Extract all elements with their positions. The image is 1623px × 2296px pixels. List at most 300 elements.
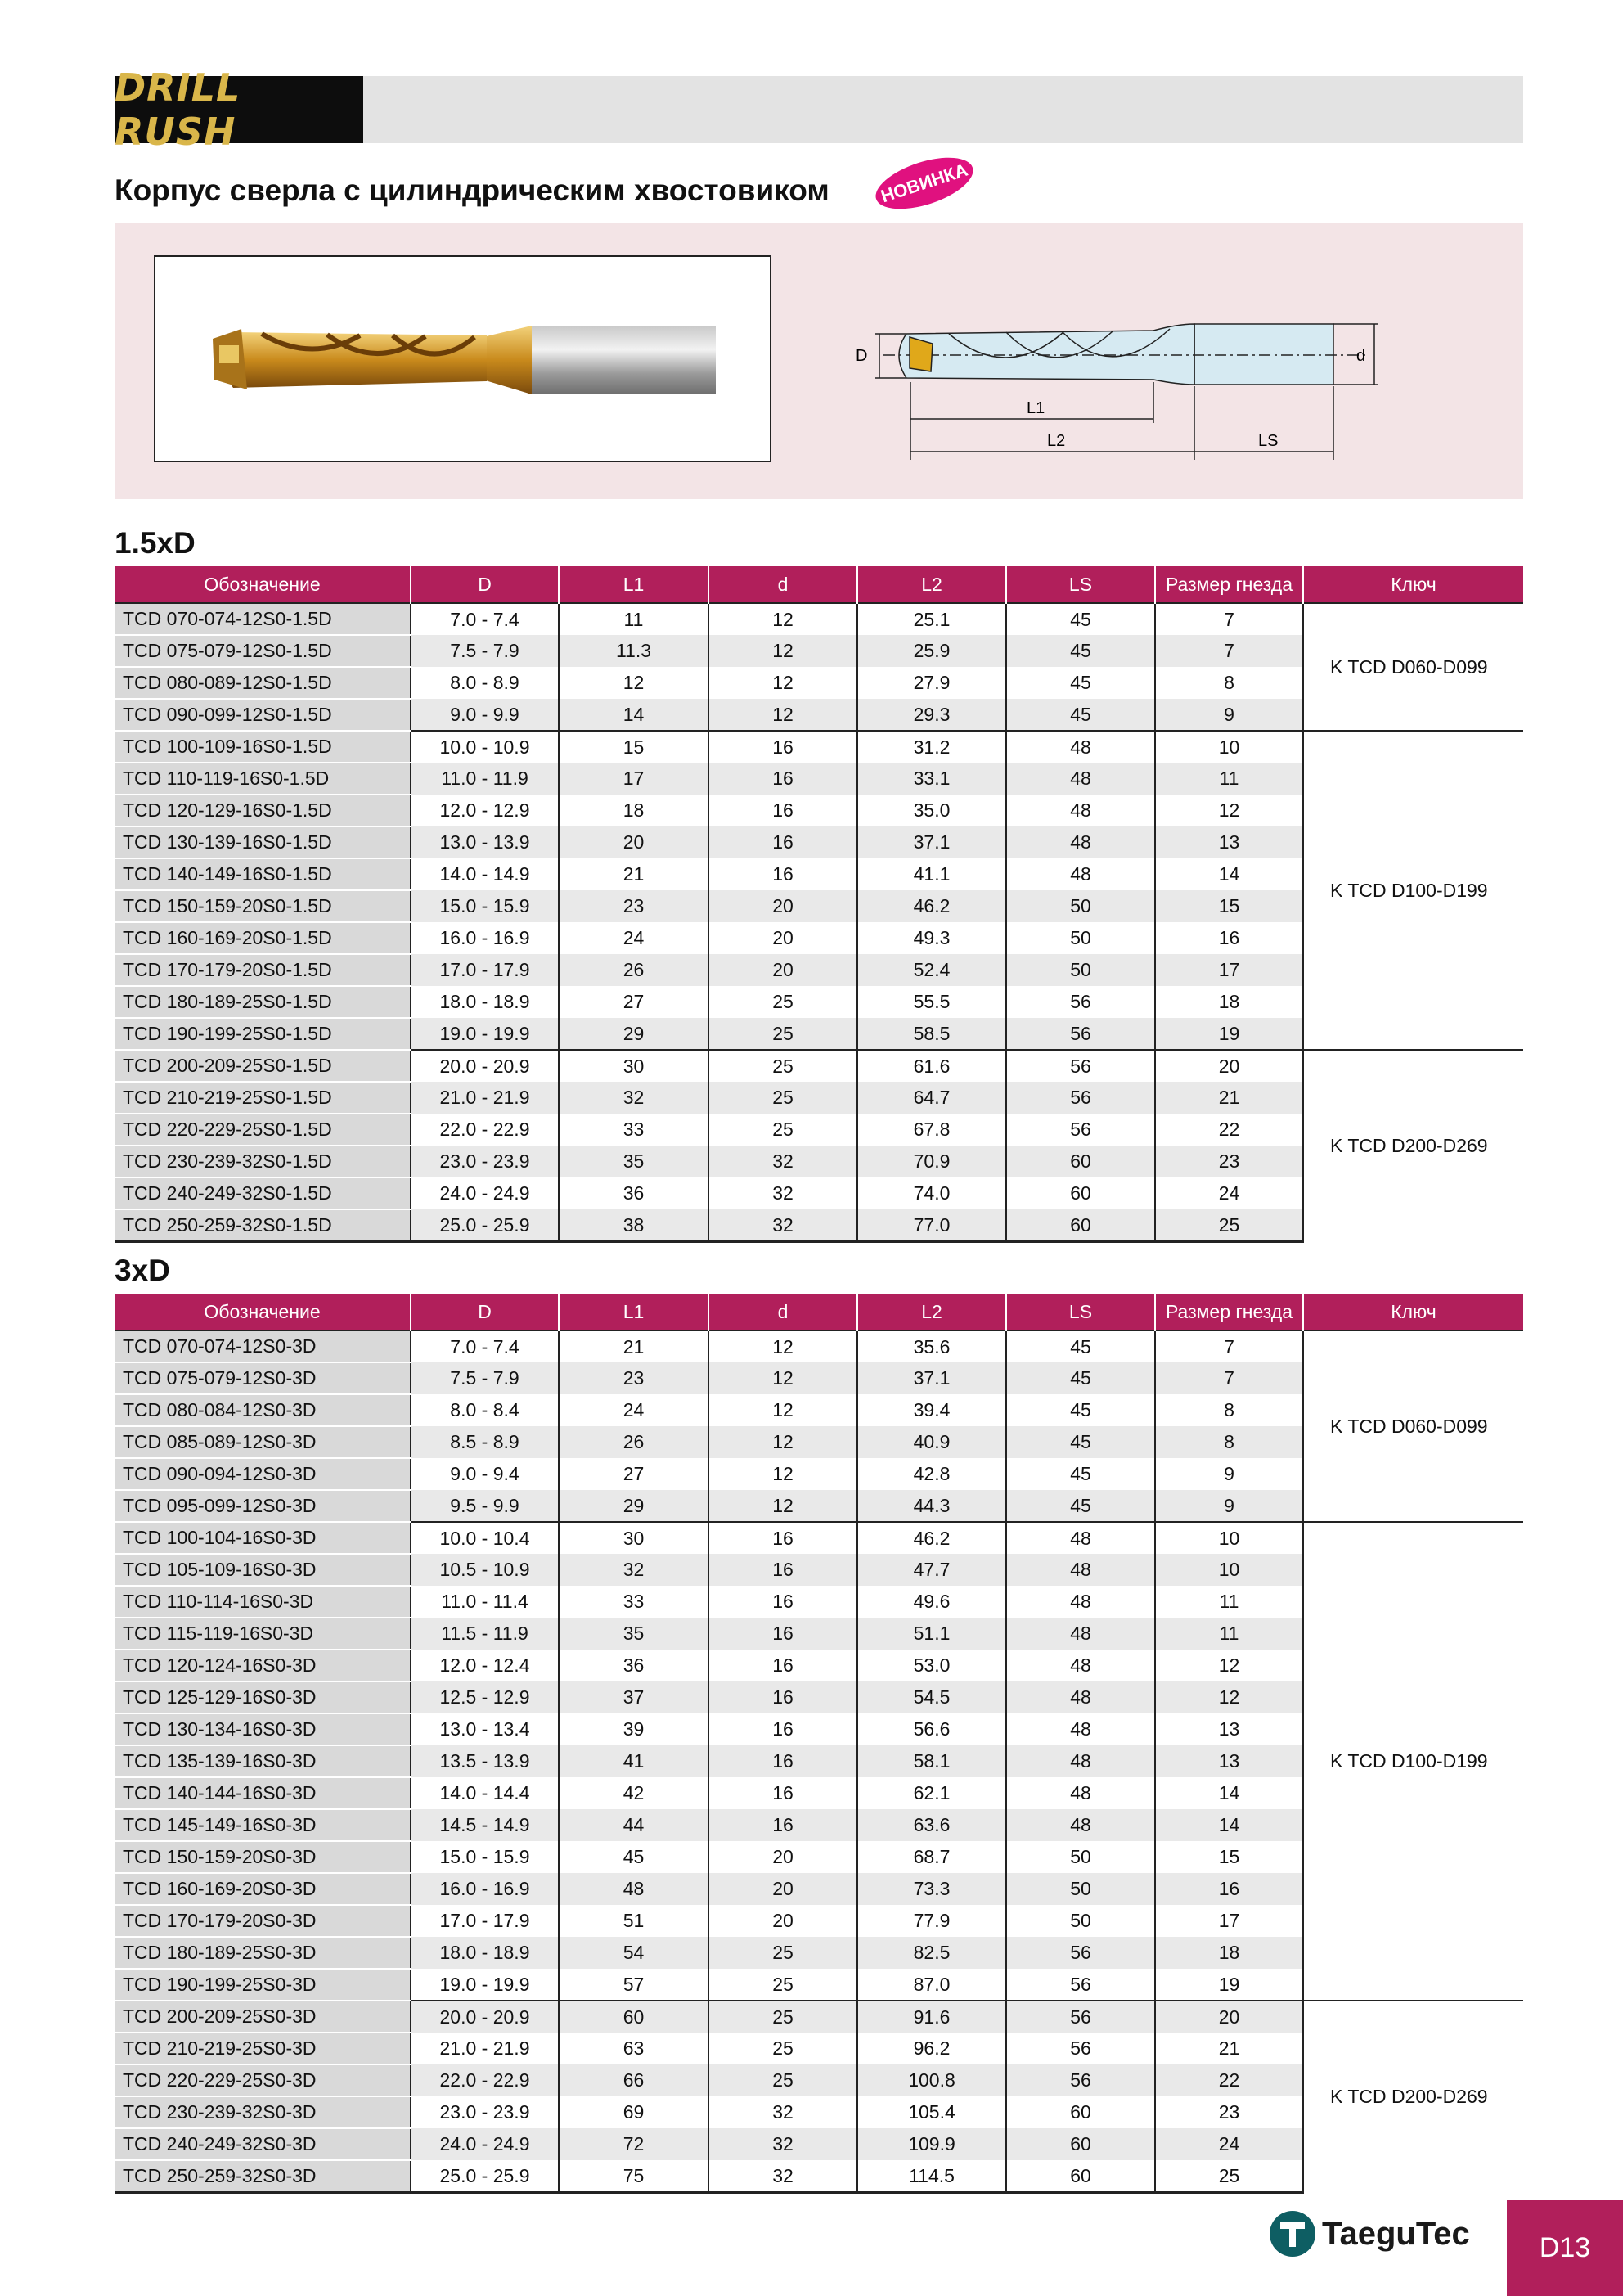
value-cell: 57	[559, 1969, 708, 2001]
value-cell: 20.0 - 20.9	[411, 1050, 559, 1082]
value-cell: 48	[1006, 1713, 1155, 1745]
value-cell: 15.0 - 15.9	[411, 1841, 559, 1873]
col-header: Ключ	[1303, 566, 1523, 603]
value-cell: 16	[708, 795, 857, 826]
value-cell: 48	[1006, 1745, 1155, 1777]
value-cell: 48	[1006, 1522, 1155, 1554]
value-cell: 11.0 - 11.9	[411, 763, 559, 795]
value-cell: 48	[1006, 1681, 1155, 1713]
designation-cell: TCD 240-249-32S0-3D	[115, 2128, 411, 2160]
value-cell: 16	[708, 731, 857, 763]
value-cell: 15	[559, 731, 708, 763]
designation-cell: TCD 095-099-12S0-3D	[115, 1490, 411, 1522]
value-cell: 13	[1155, 1713, 1303, 1745]
designation-cell: TCD 170-179-20S0-3D	[115, 1905, 411, 1937]
table-row	[115, 1050, 1523, 1082]
value-cell: 39	[559, 1713, 708, 1745]
value-cell: 16	[708, 1777, 857, 1809]
value-cell: 50	[1006, 1841, 1155, 1873]
label-L1: L1	[1027, 399, 1045, 417]
value-cell: 39.4	[857, 1394, 1006, 1426]
value-cell: 91.6	[857, 2001, 1006, 2033]
section-title-1-5xd: 1.5xD	[115, 526, 196, 560]
designation-cell: TCD 170-179-20S0-1.5D	[115, 954, 411, 986]
value-cell: 25	[1155, 1209, 1303, 1242]
value-cell: 87.0	[857, 1969, 1006, 2001]
value-cell: 10	[1155, 1522, 1303, 1554]
value-cell: 23	[559, 1362, 708, 1394]
value-cell: 46.2	[857, 890, 1006, 922]
value-cell: 21	[559, 858, 708, 890]
designation-cell: TCD 085-089-12S0-3D	[115, 1426, 411, 1458]
designation-cell: TCD 180-189-25S0-1.5D	[115, 986, 411, 1018]
value-cell: 12	[708, 1394, 857, 1426]
value-cell: 49.3	[857, 922, 1006, 954]
value-cell: 12.0 - 12.9	[411, 795, 559, 826]
designation-cell: TCD 075-079-12S0-1.5D	[115, 635, 411, 667]
value-cell: 12	[708, 699, 857, 731]
designation-cell: TCD 250-259-32S0-1.5D	[115, 1209, 411, 1242]
value-cell: 35	[559, 1618, 708, 1650]
drill-schematic	[843, 304, 1399, 464]
col-header: LS	[1006, 566, 1155, 603]
value-cell: 35	[559, 1146, 708, 1177]
value-cell: 36	[559, 1650, 708, 1681]
new-badge: НОВИНКА	[870, 147, 979, 219]
value-cell: 46.2	[857, 1522, 1006, 1554]
value-cell: 16	[708, 1554, 857, 1586]
value-cell: 14	[1155, 858, 1303, 890]
value-cell: 22	[1155, 2064, 1303, 2096]
value-cell: 44	[559, 1809, 708, 1841]
value-cell: 51.1	[857, 1618, 1006, 1650]
designation-cell: TCD 100-104-16S0-3D	[115, 1522, 411, 1554]
designation-cell: TCD 115-119-16S0-3D	[115, 1618, 411, 1650]
value-cell: 12	[708, 1490, 857, 1522]
value-cell: 23.0 - 23.9	[411, 2096, 559, 2128]
value-cell: 56	[1006, 2033, 1155, 2064]
value-cell: 16	[708, 1522, 857, 1554]
designation-cell: TCD 190-199-25S0-3D	[115, 1969, 411, 2001]
value-cell: 16	[708, 858, 857, 890]
designation-cell: TCD 145-149-16S0-3D	[115, 1809, 411, 1841]
designation-cell: TCD 250-259-32S0-3D	[115, 2160, 411, 2193]
value-cell: 10.0 - 10.4	[411, 1522, 559, 1554]
value-cell: 21	[1155, 2033, 1303, 2064]
value-cell: 48	[1006, 795, 1155, 826]
value-cell: 60	[1006, 2096, 1155, 2128]
value-cell: 9.0 - 9.9	[411, 699, 559, 731]
value-cell: 12.0 - 12.4	[411, 1650, 559, 1681]
value-cell: 11.0 - 11.4	[411, 1586, 559, 1618]
value-cell: 24.0 - 24.9	[411, 2128, 559, 2160]
col-header: L2	[857, 566, 1006, 603]
value-cell: 16	[708, 826, 857, 858]
designation-cell: TCD 160-169-20S0-3D	[115, 1873, 411, 1905]
value-cell: 37	[559, 1681, 708, 1713]
brand-logo	[115, 65, 363, 154]
value-cell: 7	[1155, 603, 1303, 635]
value-cell: 25	[708, 1114, 857, 1146]
taegutec-logo-icon	[1270, 2211, 1315, 2257]
value-cell: 25	[708, 1082, 857, 1114]
value-cell: 24	[1155, 1177, 1303, 1209]
value-cell: 20	[708, 954, 857, 986]
value-cell: 20	[708, 1841, 857, 1873]
value-cell: 11	[559, 603, 708, 635]
col-header: LS	[1006, 1294, 1155, 1330]
value-cell: 21.0 - 21.9	[411, 1082, 559, 1114]
value-cell: 36	[559, 1177, 708, 1209]
value-cell: 56	[1006, 2064, 1155, 2096]
value-cell: 55.5	[857, 986, 1006, 1018]
value-cell: 96.2	[857, 2033, 1006, 2064]
label-D: D	[856, 347, 868, 365]
value-cell: 20.0 - 20.9	[411, 2001, 559, 2033]
value-cell: 77.0	[857, 1209, 1006, 1242]
designation-cell: TCD 105-109-16S0-3D	[115, 1554, 411, 1586]
value-cell: 48	[1006, 826, 1155, 858]
value-cell: 45	[1006, 1426, 1155, 1458]
value-cell: 33.1	[857, 763, 1006, 795]
value-cell: 30	[559, 1050, 708, 1082]
value-cell: 25.9	[857, 635, 1006, 667]
value-cell: 9	[1155, 1490, 1303, 1522]
value-cell: 7	[1155, 1362, 1303, 1394]
value-cell: 47.7	[857, 1554, 1006, 1586]
designation-cell: TCD 150-159-20S0-3D	[115, 1841, 411, 1873]
value-cell: 10.0 - 10.9	[411, 731, 559, 763]
value-cell: 15	[1155, 890, 1303, 922]
value-cell: 48	[1006, 1650, 1155, 1681]
value-cell: 12	[708, 1458, 857, 1490]
designation-cell: TCD 135-139-16S0-3D	[115, 1745, 411, 1777]
value-cell: 8	[1155, 1426, 1303, 1458]
value-cell: 25	[708, 1969, 857, 2001]
value-cell: 7	[1155, 1330, 1303, 1362]
value-cell: 48	[559, 1873, 708, 1905]
value-cell: 30	[559, 1522, 708, 1554]
designation-cell: TCD 070-074-12S0-1.5D	[115, 603, 411, 635]
value-cell: 45	[1006, 1458, 1155, 1490]
value-cell: 58.5	[857, 1018, 1006, 1050]
value-cell: 56	[1006, 1050, 1155, 1082]
value-cell: 16	[708, 1713, 857, 1745]
value-cell: 22.0 - 22.9	[411, 1114, 559, 1146]
designation-cell: TCD 150-159-20S0-1.5D	[115, 890, 411, 922]
value-cell: 48	[1006, 1586, 1155, 1618]
value-cell: 7.0 - 7.4	[411, 603, 559, 635]
value-cell: 48	[1006, 731, 1155, 763]
value-cell: 9	[1155, 699, 1303, 731]
designation-cell: TCD 190-199-25S0-1.5D	[115, 1018, 411, 1050]
designation-cell: TCD 080-084-12S0-3D	[115, 1394, 411, 1426]
value-cell: 56	[1006, 986, 1155, 1018]
value-cell: 13.0 - 13.4	[411, 1713, 559, 1745]
col-header: L1	[559, 1294, 708, 1330]
value-cell: 60	[1006, 2128, 1155, 2160]
value-cell: 20	[708, 1873, 857, 1905]
designation-cell: TCD 140-144-16S0-3D	[115, 1777, 411, 1809]
designation-cell: TCD 090-094-12S0-3D	[115, 1458, 411, 1490]
page-number: D13	[1507, 2200, 1623, 2296]
designation-cell: TCD 200-209-25S0-1.5D	[115, 1050, 411, 1082]
value-cell: 25	[708, 1050, 857, 1082]
value-cell: 12	[1155, 795, 1303, 826]
table-row	[115, 603, 1523, 635]
value-cell: 29	[559, 1490, 708, 1522]
value-cell: 50	[1006, 890, 1155, 922]
value-cell: 60	[1006, 1146, 1155, 1177]
value-cell: 16	[708, 1586, 857, 1618]
value-cell: 77.9	[857, 1905, 1006, 1937]
designation-cell: TCD 140-149-16S0-1.5D	[115, 858, 411, 890]
value-cell: 12	[708, 1330, 857, 1362]
value-cell: 48	[1006, 1618, 1155, 1650]
value-cell: 109.9	[857, 2128, 1006, 2160]
value-cell: 13.5 - 13.9	[411, 1745, 559, 1777]
value-cell: 12	[559, 667, 708, 699]
value-cell: 62.1	[857, 1777, 1006, 1809]
value-cell: 25	[708, 2033, 857, 2064]
value-cell: 114.5	[857, 2160, 1006, 2193]
table-row	[115, 1330, 1523, 1362]
value-cell: 11	[1155, 763, 1303, 795]
value-cell: 45	[1006, 699, 1155, 731]
value-cell: 67.8	[857, 1114, 1006, 1146]
value-cell: 12	[708, 1362, 857, 1394]
drill-photo	[154, 255, 771, 462]
col-header: Ключ	[1303, 1294, 1523, 1330]
value-cell: 56	[1006, 1937, 1155, 1969]
value-cell: 17	[1155, 1905, 1303, 1937]
value-cell: 9	[1155, 1458, 1303, 1490]
value-cell: 26	[559, 1426, 708, 1458]
value-cell: 20	[1155, 2001, 1303, 2033]
value-cell: 18	[1155, 1937, 1303, 1969]
value-cell: 17	[559, 763, 708, 795]
footer-logo	[1270, 2211, 1470, 2257]
value-cell: 23	[1155, 1146, 1303, 1177]
value-cell: 45	[1006, 1362, 1155, 1394]
value-cell: 56	[1006, 1114, 1155, 1146]
value-cell: 11.5 - 11.9	[411, 1618, 559, 1650]
value-cell: 19.0 - 19.9	[411, 1018, 559, 1050]
value-cell: 25	[708, 2001, 857, 2033]
value-cell: 35.0	[857, 795, 1006, 826]
value-cell: 10.5 - 10.9	[411, 1554, 559, 1586]
value-cell: 16	[1155, 922, 1303, 954]
designation-cell: TCD 230-239-32S0-1.5D	[115, 1146, 411, 1177]
drill-schematic-graphic	[843, 304, 1399, 464]
value-cell: 14	[1155, 1809, 1303, 1841]
value-cell: 15	[1155, 1841, 1303, 1873]
value-cell: 75	[559, 2160, 708, 2193]
value-cell: 13	[1155, 826, 1303, 858]
value-cell: 54	[559, 1937, 708, 1969]
col-header: d	[708, 1294, 857, 1330]
value-cell: 18	[559, 795, 708, 826]
value-cell: 63.6	[857, 1809, 1006, 1841]
value-cell: 12	[708, 635, 857, 667]
value-cell: 12.5 - 12.9	[411, 1681, 559, 1713]
col-header: D	[411, 566, 559, 603]
label-d: d	[1356, 347, 1366, 365]
key-cell: K TCD D100-D199	[1303, 731, 1523, 1050]
value-cell: 60	[1006, 1209, 1155, 1242]
table-row	[115, 2001, 1523, 2033]
value-cell: 14	[559, 699, 708, 731]
value-cell: 18.0 - 18.9	[411, 1937, 559, 1969]
value-cell: 17.0 - 17.9	[411, 954, 559, 986]
value-cell: 50	[1006, 1873, 1155, 1905]
designation-cell: TCD 090-099-12S0-1.5D	[115, 699, 411, 731]
drill-photo-graphic	[155, 257, 770, 461]
value-cell: 25.0 - 25.9	[411, 1209, 559, 1242]
value-cell: 53.0	[857, 1650, 1006, 1681]
value-cell: 48	[1006, 1809, 1155, 1841]
value-cell: 45	[1006, 1490, 1155, 1522]
value-cell: 11	[1155, 1586, 1303, 1618]
value-cell: 45	[1006, 667, 1155, 699]
value-cell: 20	[1155, 1050, 1303, 1082]
value-cell: 45	[1006, 603, 1155, 635]
value-cell: 22.0 - 22.9	[411, 2064, 559, 2096]
value-cell: 25.1	[857, 603, 1006, 635]
value-cell: 45	[1006, 1394, 1155, 1426]
value-cell: 18.0 - 18.9	[411, 986, 559, 1018]
key-cell: K TCD D200-D269	[1303, 2001, 1523, 2193]
spec-table-3xd	[115, 1294, 1523, 2194]
value-cell: 50	[1006, 954, 1155, 986]
value-cell: 32	[708, 2160, 857, 2193]
designation-cell: TCD 120-124-16S0-3D	[115, 1650, 411, 1681]
designation-cell: TCD 100-109-16S0-1.5D	[115, 731, 411, 763]
value-cell: 11.3	[559, 635, 708, 667]
footer-brand: TaeguTec	[1322, 2215, 1470, 2252]
value-cell: 16	[708, 1618, 857, 1650]
designation-cell: TCD 110-114-16S0-3D	[115, 1586, 411, 1618]
value-cell: 51	[559, 1905, 708, 1937]
value-cell: 8	[1155, 667, 1303, 699]
value-cell: 50	[1006, 922, 1155, 954]
value-cell: 100.8	[857, 2064, 1006, 2096]
value-cell: 32	[559, 1554, 708, 1586]
value-cell: 68.7	[857, 1841, 1006, 1873]
value-cell: 8	[1155, 1394, 1303, 1426]
brand-logo-text: DRILL RUSH	[115, 65, 241, 154]
value-cell: 16	[708, 763, 857, 795]
value-cell: 24	[1155, 2128, 1303, 2160]
value-cell: 56	[1006, 1969, 1155, 2001]
value-cell: 82.5	[857, 1937, 1006, 1969]
value-cell: 23	[1155, 2096, 1303, 2128]
value-cell: 37.1	[857, 1362, 1006, 1394]
value-cell: 29	[559, 1018, 708, 1050]
value-cell: 41	[559, 1745, 708, 1777]
value-cell: 16.0 - 16.9	[411, 1873, 559, 1905]
value-cell: 52.4	[857, 954, 1006, 986]
value-cell: 7.0 - 7.4	[411, 1330, 559, 1362]
value-cell: 56	[1006, 1018, 1155, 1050]
value-cell: 23	[559, 890, 708, 922]
value-cell: 17.0 - 17.9	[411, 1905, 559, 1937]
key-cell: K TCD D200-D269	[1303, 1050, 1523, 1242]
value-cell: 19.0 - 19.9	[411, 1969, 559, 2001]
designation-cell: TCD 120-129-16S0-1.5D	[115, 795, 411, 826]
value-cell: 21	[559, 1330, 708, 1362]
value-cell: 60	[1006, 2160, 1155, 2193]
value-cell: 66	[559, 2064, 708, 2096]
value-cell: 16	[708, 1745, 857, 1777]
designation-cell: TCD 130-134-16S0-3D	[115, 1713, 411, 1745]
value-cell: 56	[1006, 1082, 1155, 1114]
value-cell: 20	[559, 826, 708, 858]
value-cell: 13	[1155, 1745, 1303, 1777]
value-cell: 21	[1155, 1082, 1303, 1114]
value-cell: 23.0 - 23.9	[411, 1146, 559, 1177]
value-cell: 22	[1155, 1114, 1303, 1146]
value-cell: 48	[1006, 1777, 1155, 1809]
value-cell: 41.1	[857, 858, 1006, 890]
value-cell: 14.0 - 14.9	[411, 858, 559, 890]
value-cell: 16	[708, 1650, 857, 1681]
value-cell: 56.6	[857, 1713, 1006, 1745]
value-cell: 32	[708, 1177, 857, 1209]
value-cell: 20	[708, 890, 857, 922]
designation-cell: TCD 210-219-25S0-1.5D	[115, 1082, 411, 1114]
value-cell: 13.0 - 13.9	[411, 826, 559, 858]
value-cell: 27	[559, 1458, 708, 1490]
table-row	[115, 731, 1523, 763]
value-cell: 8.0 - 8.9	[411, 667, 559, 699]
value-cell: 19	[1155, 1018, 1303, 1050]
designation-cell: TCD 200-209-25S0-3D	[115, 2001, 411, 2033]
value-cell: 49.6	[857, 1586, 1006, 1618]
value-cell: 27.9	[857, 667, 1006, 699]
value-cell: 42	[559, 1777, 708, 1809]
key-cell: K TCD D060-D099	[1303, 603, 1523, 731]
designation-cell: TCD 125-129-16S0-3D	[115, 1681, 411, 1713]
designation-cell: TCD 240-249-32S0-1.5D	[115, 1177, 411, 1209]
value-cell: 37.1	[857, 826, 1006, 858]
value-cell: 9.5 - 9.9	[411, 1490, 559, 1522]
value-cell: 35.6	[857, 1330, 1006, 1362]
value-cell: 72	[559, 2128, 708, 2160]
value-cell: 10	[1155, 1554, 1303, 1586]
value-cell: 11	[1155, 1618, 1303, 1650]
designation-cell: TCD 210-219-25S0-3D	[115, 2033, 411, 2064]
col-header: Обозначение	[115, 1294, 411, 1330]
value-cell: 48	[1006, 1554, 1155, 1586]
spec-table-1-5xd	[115, 566, 1523, 1243]
value-cell: 25	[708, 986, 857, 1018]
value-cell: 33	[559, 1114, 708, 1146]
value-cell: 38	[559, 1209, 708, 1242]
value-cell: 42.8	[857, 1458, 1006, 1490]
value-cell: 32	[708, 2096, 857, 2128]
value-cell: 20	[708, 922, 857, 954]
value-cell: 33	[559, 1586, 708, 1618]
col-header: Обозначение	[115, 566, 411, 603]
value-cell: 63	[559, 2033, 708, 2064]
value-cell: 26	[559, 954, 708, 986]
col-header: D	[411, 1294, 559, 1330]
value-cell: 45	[559, 1841, 708, 1873]
value-cell: 64.7	[857, 1082, 1006, 1114]
value-cell: 18	[1155, 986, 1303, 1018]
value-cell: 15.0 - 15.9	[411, 890, 559, 922]
